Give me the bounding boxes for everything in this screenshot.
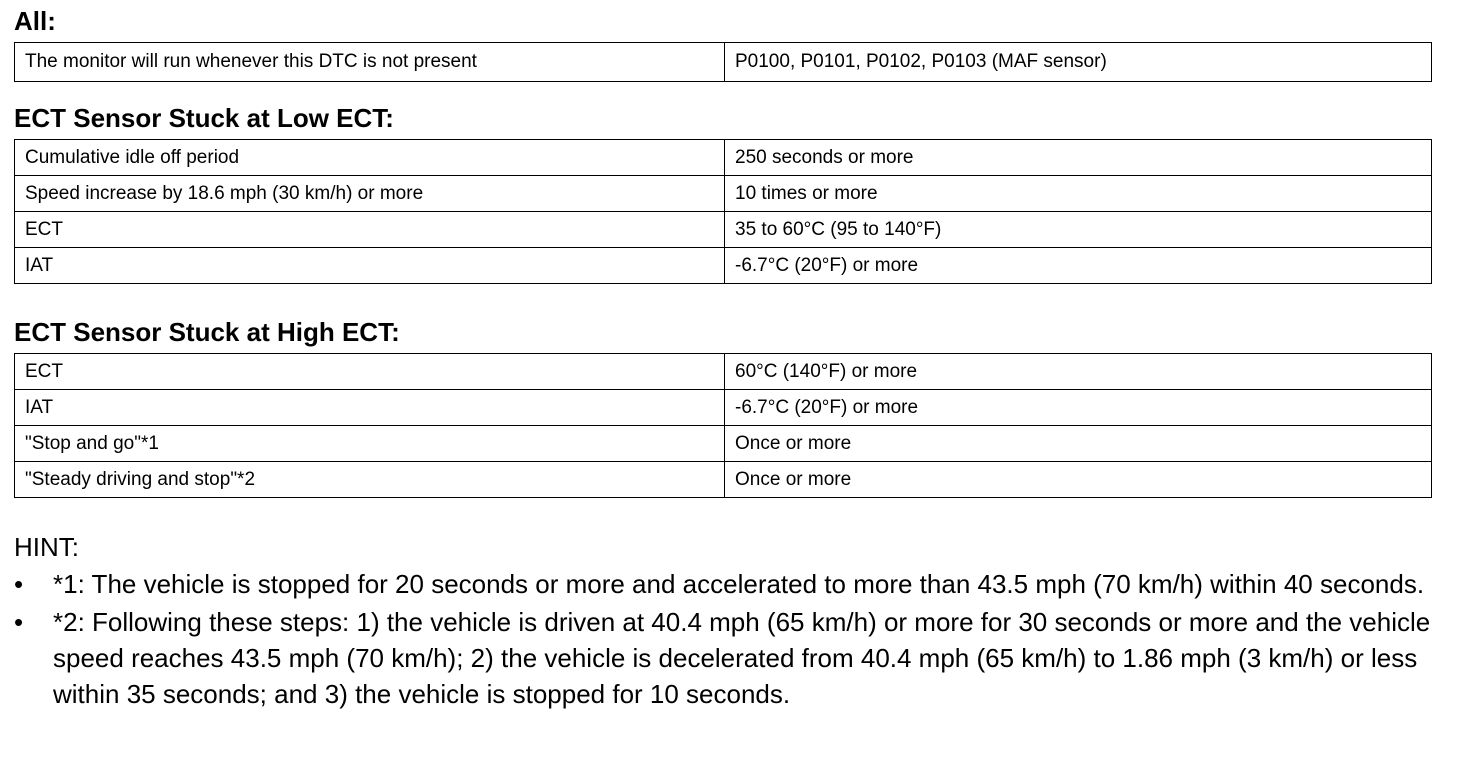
table-high-ect [14, 353, 1432, 498]
hint-text: *2: Following these steps: 1) the vehicle is driven at 40.4 mph (65 km/h) or more for 30 seconds or more and the vehicle speed reaches 43.5 mph (70 km/h); 2) the vehicle is decelerated from 40.4 mph (65 km/h) to 1.86 mph (3 km/h) or less within 35 seconds; and 3) the vehicle is stopped for 10 seconds. [53, 607, 1431, 709]
condition-value: Once or more [725, 462, 1432, 498]
condition-value: Once or more [725, 426, 1432, 462]
table-row [15, 212, 1432, 248]
table-row [15, 43, 1432, 82]
condition-value: 10 times or more [725, 176, 1432, 212]
condition-value: 60°C (140°F) or more [725, 354, 1432, 390]
condition-label: The monitor will run whenever this DTC is not present [15, 43, 725, 82]
condition-label: Cumulative idle off period [15, 140, 725, 176]
table-all [14, 42, 1432, 82]
hint-title: HINT: [14, 532, 79, 562]
condition-label: "Steady driving and stop"*2 [15, 462, 725, 498]
hint-item [14, 604, 1454, 712]
table-row [15, 462, 1432, 498]
condition-value: 35 to 60°C (95 to 140°F) [725, 212, 1432, 248]
table-row [15, 140, 1432, 176]
table-row [15, 248, 1432, 284]
condition-label: IAT [15, 248, 725, 284]
section-title-high-ect: ECT Sensor Stuck at High ECT: [14, 317, 400, 347]
condition-label: "Stop and go"*1 [15, 426, 725, 462]
condition-label: ECT [15, 354, 725, 390]
table-row [15, 354, 1432, 390]
condition-value: -6.7°C (20°F) or more [725, 248, 1432, 284]
bullet-icon: • [14, 607, 24, 637]
section-title-all: All: [14, 6, 56, 36]
condition-value: -6.7°C (20°F) or more [725, 390, 1432, 426]
section-title-low-ect: ECT Sensor Stuck at Low ECT: [14, 103, 394, 133]
hint-item [14, 566, 1454, 602]
condition-value: P0100, P0101, P0102, P0103 (MAF sensor) [725, 43, 1432, 82]
table-low-ect [14, 139, 1432, 284]
condition-label: IAT [15, 390, 725, 426]
hint-list [14, 566, 1454, 714]
condition-value: 250 seconds or more [725, 140, 1432, 176]
table-row [15, 426, 1432, 462]
condition-label: ECT [15, 212, 725, 248]
bullet-icon: • [14, 569, 24, 599]
table-row [15, 390, 1432, 426]
hint-text: *1: The vehicle is stopped for 20 seconds or more and accelerated to more than 43.5 mph (70 km/h) within 40 seconds. [53, 569, 1425, 599]
condition-label: Speed increase by 18.6 mph (30 km/h) or more [15, 176, 725, 212]
table-row [15, 176, 1432, 212]
